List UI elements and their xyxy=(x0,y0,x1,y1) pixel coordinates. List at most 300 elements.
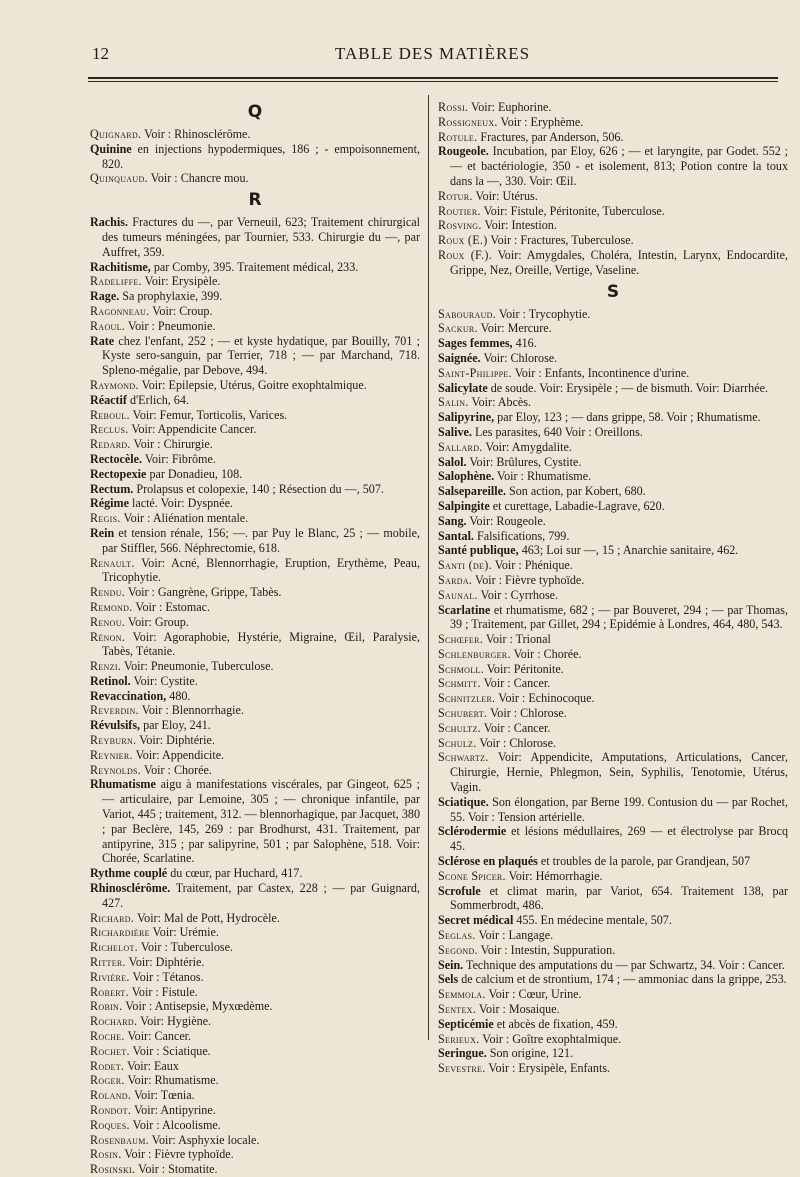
entry-text: et tension rénale, 156; —. par Puy le Blanc, 25 ; — mobile, par Stiffler, 566. Néphrectomie, 618. xyxy=(102,525,420,555)
index-entry xyxy=(90,600,420,615)
entry-term: Schlenburger. xyxy=(438,646,511,661)
entry-text: Voir: Brûlures, Cystite. xyxy=(466,454,582,469)
entry-term: Scarlatine xyxy=(438,602,491,617)
entry-text: Voir: Urémie. xyxy=(149,925,219,940)
entry-term: Richardière xyxy=(90,925,150,940)
entry-term: Richard. xyxy=(90,910,135,925)
index-entry xyxy=(90,615,420,630)
entry-text: par Donadieu, 108. xyxy=(146,466,243,481)
index-entry xyxy=(90,955,420,970)
entry-term: Rythme couplé xyxy=(90,866,168,881)
entry-term: Salin. xyxy=(438,395,469,410)
entry-text: aigu à manifestations viscérales, par Gingeot, 625 ; — articulaire, par Lemoine, 305 ; — chronique infantile, par Variot, 445 ; traitement, 312. — blennorhagique, par Jacquet, 380 ; par Beclère, 145, 269 : par Brodhurst, 431. Traitement, par antipyrine, 315 ; par salipyrine, 501 ; par Salophène, 518. Voir: Chorée, Scarlatine. xyxy=(102,777,420,866)
entry-text: Voir: Rougeole. xyxy=(466,513,546,528)
entry-term: Renou. xyxy=(90,614,126,629)
index-entry xyxy=(90,142,420,172)
entry-text: en injections hypodermiques, 186 ; - empoisonnement, 820. xyxy=(102,141,420,171)
entry-text: Voir : Alcoolisme. xyxy=(129,1117,221,1132)
entry-text: Voir: Cancer. xyxy=(124,1029,192,1044)
entry-term: Seglas. xyxy=(438,928,476,943)
index-entry xyxy=(90,703,420,718)
index-entry xyxy=(438,958,788,973)
index-entry xyxy=(90,171,420,186)
entry-term: Rénon. xyxy=(90,629,126,644)
index-entry xyxy=(438,543,788,558)
entry-term: Sarda. xyxy=(438,572,473,587)
entry-text: 480. xyxy=(166,688,191,703)
entry-text: et curettage, Labadie-Lagrave, 620. xyxy=(489,498,665,513)
entry-term: Richelot. xyxy=(90,940,139,955)
entry-term: Saunal. xyxy=(438,587,478,602)
header-rule xyxy=(88,77,778,79)
entry-text: par Eloy, 123 ; — dans grippe, 58. Voir ; Rhumatisme. xyxy=(494,410,761,425)
entry-text: Voir: Abcès. xyxy=(468,395,532,410)
entry-term: Reyburn. xyxy=(90,733,137,748)
entry-term: Reclus. xyxy=(90,422,129,437)
entry-text: 455. En médecine mentale, 507. xyxy=(513,913,672,928)
index-entry xyxy=(438,795,788,825)
entry-text: Voir: Cystite. xyxy=(130,673,198,688)
entry-term: Saint-Philippe. xyxy=(438,365,512,380)
entry-text: Voir: Epilepsie, Utérus, Goitre exophtalmique. xyxy=(138,377,367,392)
entry-text: Voir: Euphorine. xyxy=(468,100,552,114)
entry-text: de calcium et de strontium, 174 ; — ammoniac dans la grippe, 253. xyxy=(458,972,787,987)
entry-term: Sentex. xyxy=(438,1002,477,1017)
entry-text: Les parasites, 640 Voir : Oreillons. xyxy=(471,424,643,439)
index-entry xyxy=(90,408,420,423)
entry-text: 416. xyxy=(512,336,537,351)
entry-term: Rivière. xyxy=(90,969,130,984)
index-entry xyxy=(438,115,788,130)
section-letter: Q xyxy=(247,102,263,122)
entry-term: Schmitt. xyxy=(438,676,481,691)
entry-text: Voir: Pneumonie, Tuberculose. xyxy=(121,659,274,674)
entry-text: Voir: Amygdalite. xyxy=(482,439,572,454)
entry-text: Voir : Echinocoque. xyxy=(495,691,595,706)
entry-term: Santi (de). xyxy=(438,558,492,573)
entry-text: Voir: Agoraphobie, Hystérie, Migraine, Œil, Paralysie, Tabès, Tétanie. xyxy=(102,629,420,659)
entry-term: Scrofule xyxy=(438,883,481,898)
entry-text: Voir : Erysipèle, Enfants. xyxy=(485,1061,611,1076)
index-entry xyxy=(90,970,420,985)
index-entry xyxy=(90,718,420,733)
index-entry xyxy=(438,336,788,351)
left-column xyxy=(90,98,420,1177)
index-entry xyxy=(90,940,420,955)
entry-term: Roche. xyxy=(90,1029,125,1044)
entry-text: Incubation, par Eloy, 626 ; — et laryngite, par Godet. 552 ; — et bactériologie, 350 - et isolement, 813; Potion contre la toux dans la —, 330. Voir: Œil. xyxy=(450,144,788,188)
entry-text: Voir : Rhumatisme. xyxy=(494,469,592,484)
entry-term: Rochard. xyxy=(90,1014,138,1029)
entry-text: Voir : Gangrène, Grippe, Tabès. xyxy=(125,585,282,600)
index-entry xyxy=(438,425,788,440)
entry-text: Voir: Mal de Pott, Hydrocèle. xyxy=(134,910,280,925)
entry-term: Sages femmes, xyxy=(438,336,513,351)
index-entry xyxy=(438,1032,788,1047)
entry-text: Voir: Intestion. xyxy=(481,218,557,233)
index-entry xyxy=(90,378,420,393)
entry-term: Rodet. xyxy=(90,1058,125,1073)
index-entry xyxy=(438,588,788,603)
entry-term: Salpingite xyxy=(438,498,490,513)
index-entry xyxy=(438,1017,788,1032)
entry-text: Voir : Mosaique. xyxy=(476,1002,560,1017)
index-entry xyxy=(90,289,420,304)
entry-text: Technique des amputations du — par Schwartz, 34. Voir : Cancer. xyxy=(463,957,785,972)
entry-term: Roux (F.). xyxy=(438,247,493,262)
entry-text: Voir : Phénique. xyxy=(491,558,573,573)
entry-term: Sels xyxy=(438,972,459,987)
entry-term: Quignard. xyxy=(90,127,142,141)
index-entry xyxy=(438,440,788,455)
index-entry xyxy=(438,514,788,529)
index-entry xyxy=(90,911,420,926)
index-entry xyxy=(90,304,420,319)
index-entry xyxy=(90,452,420,467)
entry-term: Réactif xyxy=(90,392,127,407)
entry-text: par Comby, 395. Traitement médical, 233. xyxy=(150,259,359,274)
column-divider xyxy=(428,95,429,1040)
entry-text: Voir : Fractures, Tuberculose. xyxy=(487,233,634,248)
entry-text: de soude. Voir: Erysipèle ; — de bismuth. Voir: Diarrhée. xyxy=(487,380,768,395)
section-letter: S xyxy=(606,281,620,302)
index-entry xyxy=(438,189,788,204)
entry-term: Rate xyxy=(90,333,115,348)
entry-text: Voir: Fistule, Péritonite, Tuberculose. xyxy=(480,203,665,218)
index-entry xyxy=(438,321,788,336)
index-entry xyxy=(90,393,420,408)
index-entry xyxy=(438,647,788,662)
index-entry xyxy=(438,706,788,721)
entry-text: Voir: Amygdales, Choléra, Intestin, Larynx, Endocardite, Grippe, Nez, Oreille, Vertige, Vaseline. xyxy=(450,247,788,277)
entry-text: Voir: Péritonite. xyxy=(483,661,564,676)
index-entry xyxy=(90,1103,420,1118)
index-entry xyxy=(90,1014,420,1029)
entry-term: Revaccination, xyxy=(90,688,167,703)
index-entry xyxy=(90,1088,420,1103)
index-entry xyxy=(438,204,788,219)
entry-text: Voir: Antipyrine. xyxy=(131,1103,216,1117)
entry-text: Voir : Chorée. xyxy=(141,762,212,777)
entry-text: Voir : Tétanos. xyxy=(129,969,204,984)
index-entry xyxy=(438,484,788,499)
entry-text: d'Erlich, 64. xyxy=(126,392,189,407)
entry-text: Voir: Asphyxie locale. xyxy=(148,1132,260,1147)
entry-term: Rotule. xyxy=(438,129,478,144)
index-entry xyxy=(90,999,420,1014)
index-entry xyxy=(90,215,420,259)
index-entry xyxy=(438,130,788,145)
entry-text: Voir: Hémorrhagie. xyxy=(505,868,603,883)
entry-term: Salicylate xyxy=(438,380,488,395)
entry-term: Rondot. xyxy=(90,1103,132,1117)
entry-term: Remond. xyxy=(90,599,133,614)
entry-term: Santal. xyxy=(438,528,474,543)
entry-term: Roland. xyxy=(90,1088,132,1103)
index-entry xyxy=(438,750,788,794)
entry-text: Voir: Erysipèle. xyxy=(141,274,221,289)
entry-term: Rosenbaum. xyxy=(90,1132,149,1147)
entry-term: Raoul. xyxy=(90,318,126,333)
entry-term: Roger. xyxy=(90,1073,125,1088)
entry-term: Ritter. xyxy=(90,955,126,970)
index-entry xyxy=(90,881,420,911)
entry-term: Rossi. xyxy=(438,100,469,114)
entry-term: Sallard. xyxy=(438,439,483,454)
entry-term: Segond. xyxy=(438,942,478,957)
entry-term: Salipyrine, xyxy=(438,410,495,425)
entry-text: Voir : Cyrrhose. xyxy=(477,587,559,602)
index-entry xyxy=(438,499,788,514)
index-entry xyxy=(438,233,788,248)
entry-term: Révulsifs, xyxy=(90,718,141,733)
entry-term: Ragonneau. xyxy=(90,303,150,318)
index-entry xyxy=(90,733,420,748)
entry-text: et lésions médullaires, 269 — et électrolyse par Brocq 45. xyxy=(450,824,788,854)
entry-text: Voir : Intestin, Suppuration. xyxy=(477,942,616,957)
index-entry xyxy=(438,884,788,914)
entry-text: 463; Loi sur —, 15 ; Anarchie sanitaire, 462. xyxy=(518,543,739,558)
index-entry xyxy=(90,1118,420,1133)
entry-term: Redard. xyxy=(90,437,131,452)
entry-term: Régime xyxy=(90,496,129,511)
index-entry xyxy=(90,585,420,600)
index-entry xyxy=(438,603,788,633)
entry-term: Rotur. xyxy=(438,188,473,203)
index-entry xyxy=(90,689,420,704)
index-entry xyxy=(90,437,420,452)
entry-term: Quinquaud. xyxy=(90,171,148,186)
index-entry xyxy=(438,351,788,366)
entry-term: Salol. xyxy=(438,454,467,469)
index-entry xyxy=(90,985,420,1000)
index-entry xyxy=(90,674,420,689)
running-title: TABLE DES MATIÈRES xyxy=(335,44,531,63)
entry-term: Routier. xyxy=(438,203,481,218)
entry-term: Rhumatisme xyxy=(90,777,156,792)
entry-text: chez l'enfant, 252 ; — et kyste hydatique, par Bouilly, 701 ; Kyste sero-sanguin, par Terrier, 718 ; — par Marchand, 718. Spleno-mégalie, par Debove, 494. xyxy=(102,333,420,378)
entry-text: Falsifications, 799. xyxy=(473,528,570,543)
index-entry xyxy=(438,736,788,751)
entry-term: Sabouraud. xyxy=(438,306,497,321)
index-entry xyxy=(90,763,420,778)
entry-text: Voir: Utérus. xyxy=(472,188,538,203)
entry-term: Rachitisme, xyxy=(90,259,151,274)
entry-term: Reboul. xyxy=(90,407,130,422)
entry-text: Voir : Chirurgie. xyxy=(130,437,213,452)
entry-term: Rectum. xyxy=(90,481,134,496)
entry-text: et troubles de la parole, par Grandjean, 507 xyxy=(537,854,751,869)
entry-term: Schwartz. xyxy=(438,750,489,765)
entry-text: lacté. Voir: Dyspnée. xyxy=(128,496,233,511)
entry-text: Voir: Appendicite, Amputations, Articulations, Cancer, Chirurgie, Hernie, Phlegmon, Sein, Syphilis, Tenotomie, Utérus, Vagin. xyxy=(450,750,788,795)
entry-text: Fractures, par Anderson, 506. xyxy=(477,129,624,144)
entry-term: Robert. xyxy=(90,984,129,999)
index-entry xyxy=(438,676,788,691)
entry-term: Reynier. xyxy=(90,747,133,762)
entry-term: Schultz. xyxy=(438,720,481,735)
entry-term: Rochet. xyxy=(90,1043,130,1058)
entry-term: Sevestre. xyxy=(438,1061,486,1076)
entry-term: Quinine xyxy=(90,141,132,156)
index-entry xyxy=(438,410,788,425)
entry-text: Voir: Diphtérie. xyxy=(136,733,215,748)
index-entry xyxy=(90,659,420,674)
index-entry xyxy=(90,748,420,763)
entry-term: Rosving. xyxy=(438,218,482,233)
index-entry xyxy=(438,455,788,470)
entry-term: Sackur. xyxy=(438,321,478,336)
index-entry xyxy=(90,467,420,482)
entry-text: Voir : Chlorose. xyxy=(487,706,567,721)
section-letter: R xyxy=(248,190,262,211)
entry-term: Robin. xyxy=(90,999,123,1014)
entry-term: Salive. xyxy=(438,424,472,439)
index-entry xyxy=(438,218,788,233)
entry-term: Rossigneux. xyxy=(438,114,498,129)
entry-text: Sa prophylaxie, 399. xyxy=(119,289,223,304)
index-entry xyxy=(438,987,788,1002)
index-entry xyxy=(438,824,788,854)
entry-term: Sciatique. xyxy=(438,794,489,809)
entry-term: Schubert. xyxy=(438,706,488,721)
entry-term: Schnitzler. xyxy=(438,691,496,706)
entry-text: Voir: Tœnia. xyxy=(131,1088,195,1103)
entry-text: Voir: Rhumatisme. xyxy=(124,1073,219,1088)
entry-text: Son action, par Kobert, 680. xyxy=(505,484,646,499)
index-entry xyxy=(438,913,788,928)
entry-term: Retinol. xyxy=(90,673,131,688)
index-entry xyxy=(438,248,788,278)
entry-text: Voir : Chorée. xyxy=(510,646,582,661)
entry-text: Voir : Trycophytie. xyxy=(496,306,591,321)
entry-term: Rougeole. xyxy=(438,144,489,159)
entry-text: Traitement, par Castex, 228 ; — par Guignard, 427. xyxy=(102,881,420,910)
entry-term: Regis. xyxy=(90,511,121,526)
entry-text: Son origine, 121. xyxy=(486,1046,574,1061)
entry-text: Voir: Acné, Blennorrhagie, Eruption, Erythème, Peau, Tricophytie. xyxy=(102,555,420,585)
entry-term: Sclérose en plaqués xyxy=(438,854,538,869)
index-entry xyxy=(438,1002,788,1017)
index-entry xyxy=(438,307,788,322)
entry-term: Rosin. xyxy=(90,1147,122,1162)
entry-text: Voir : Blennorrhagie. xyxy=(138,703,244,718)
entry-text: du cœur, par Huchard, 417. xyxy=(167,866,303,881)
entry-term: Septicémie xyxy=(438,1016,494,1031)
entry-text: Voir : Sciatique. xyxy=(129,1043,211,1058)
index-entry xyxy=(438,632,788,647)
entry-text: Voir : Tuberculose. xyxy=(138,940,233,955)
entry-term: Sclérodermie xyxy=(438,824,507,839)
index-entry xyxy=(438,366,788,381)
index-entry xyxy=(90,1162,420,1177)
entry-term: Rendu. xyxy=(90,585,126,600)
entry-text: Voir: Croup. xyxy=(149,303,213,318)
index-entry xyxy=(438,381,788,396)
entry-text: Voir : Stomatite. xyxy=(135,1162,218,1177)
entry-term: Radeliffe. xyxy=(90,274,142,289)
entry-text: Voir : Cancer. xyxy=(480,676,551,691)
entry-text: Voir: Fibrôme. xyxy=(142,451,216,466)
entry-text: et abcès de fixation, 459. xyxy=(493,1016,618,1031)
entry-term: Semmola. xyxy=(438,987,486,1002)
entry-text: Voir : Fièvre typhoïde. xyxy=(472,572,585,587)
entry-text: Voir : Langage. xyxy=(475,928,554,943)
entry-text: Voir: Appendicite Cancer. xyxy=(128,422,257,437)
entry-term: Saignée. xyxy=(438,350,481,365)
entry-text: et rhumatisme, 682 ; — par Bouveret, 294 ; — par Thomas, 39 ; Traitement, par Gillet, 294 ; Epidémie à Londres, 464, 480, 543. xyxy=(450,602,788,632)
entry-text: Voir : Chlorose. xyxy=(476,735,557,750)
index-entry xyxy=(90,866,420,881)
entry-term: Salophène. xyxy=(438,469,495,484)
index-entry xyxy=(438,144,788,188)
entry-text: Voir: Chlorose. xyxy=(480,350,558,365)
index-entry xyxy=(90,1073,420,1088)
index-entry xyxy=(90,556,420,586)
index-entry xyxy=(438,691,788,706)
index-entry xyxy=(438,869,788,884)
entry-text: Voir : Antisepsie, Myxœdème. xyxy=(122,999,273,1014)
index-entry xyxy=(438,854,788,869)
index-entry xyxy=(438,721,788,736)
entry-text: Voir : Eryphème. xyxy=(497,114,584,129)
entry-term: Renault. xyxy=(90,555,135,570)
entry-term: Rage. xyxy=(90,289,120,304)
entry-text: Voir: Mercure. xyxy=(477,321,552,336)
index-entry xyxy=(90,127,420,142)
index-entry xyxy=(90,496,420,511)
entry-text: Voir : Chancre mou. xyxy=(147,171,249,186)
entry-text: Voir : Cœur, Urine. xyxy=(485,987,582,1002)
entry-term: Rectocèle. xyxy=(90,451,143,466)
index-entry xyxy=(90,260,420,275)
entry-term: Schmoll. xyxy=(438,661,484,676)
entry-text: et climat marin, par Variot, 654. Traitement 138, par Sommerbrodt, 486. xyxy=(450,883,788,913)
index-entry xyxy=(438,529,788,544)
entry-term: Rhinosclérôme. xyxy=(90,881,171,896)
header-rule-thin xyxy=(88,81,778,82)
index-entry xyxy=(90,1133,420,1148)
index-entry xyxy=(90,630,420,660)
index-entry xyxy=(90,925,420,940)
entry-text: Voir : Aliénation mentale. xyxy=(120,511,249,526)
entry-term: Salsepareille. xyxy=(438,484,506,499)
entry-term: Secret médical xyxy=(438,913,514,928)
index-entry xyxy=(438,469,788,484)
index-entry xyxy=(90,511,420,526)
entry-term: Rein xyxy=(90,525,115,540)
index-entry xyxy=(438,395,788,410)
running-header xyxy=(0,40,800,70)
right-column xyxy=(438,100,788,1076)
entry-text: Voir : Fièvre typhoïde. xyxy=(121,1147,234,1162)
index-entry xyxy=(90,274,420,289)
entry-term: Rosinski. xyxy=(90,1162,136,1177)
entry-text: Voir: Diphtérie. xyxy=(125,955,205,970)
entry-text: Voir : Goître exophtalmique. xyxy=(479,1031,622,1046)
entry-term: Reverdin. xyxy=(90,703,139,718)
entry-text: Voir : Estomac. xyxy=(132,599,211,614)
entry-text: Voir: Appendicite. xyxy=(132,747,225,762)
entry-text: par Eloy, 241. xyxy=(140,718,211,733)
entry-term: Rectopexie xyxy=(90,466,147,481)
entry-text: Voir : Rhinosclérôme. xyxy=(141,127,251,141)
entry-term: Rachis. xyxy=(90,215,128,230)
entry-text: Voir : Cancer. xyxy=(480,720,551,735)
entry-term: Schulz. xyxy=(438,735,477,750)
index-entry xyxy=(438,972,788,987)
index-entry xyxy=(438,100,788,115)
